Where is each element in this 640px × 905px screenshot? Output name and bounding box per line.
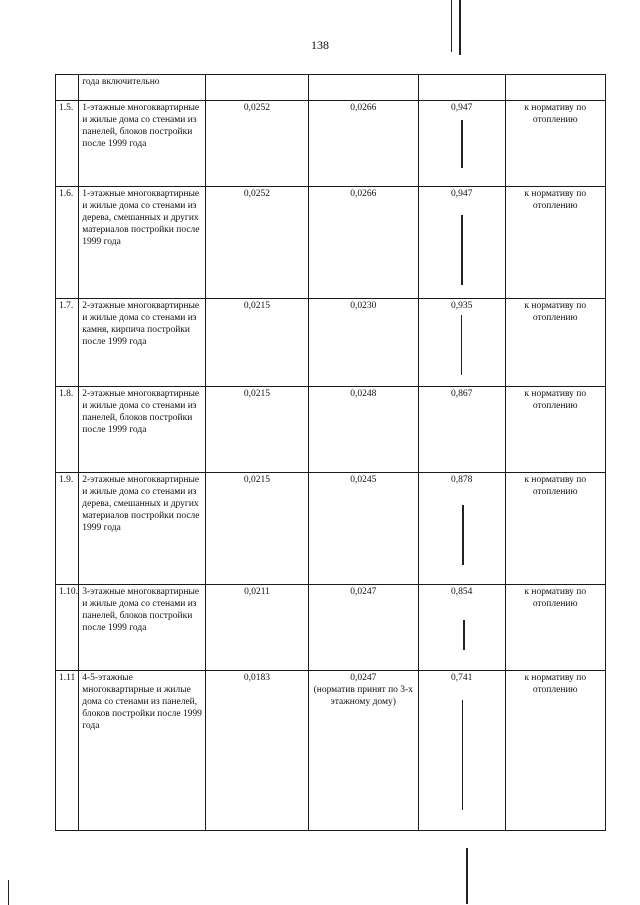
row-number: 1.9. bbox=[56, 473, 79, 585]
building-type: 2-этажные многоквартирные и жилые дома со стенами из панелей, блоков постройки после 1999 года bbox=[79, 387, 206, 473]
header-continuation-text: года включительно bbox=[79, 75, 206, 101]
application-note: к нормативу по отоплению bbox=[505, 187, 606, 299]
building-type: 2-этажные многоквартирные и жилые дома со стенами из дерева, смешанных и других материалов постройки после 1999 года bbox=[79, 473, 206, 585]
row-number: 1.5. bbox=[56, 101, 79, 187]
scan-artifact bbox=[459, 0, 461, 55]
building-type: 2-этажные многоквартирные и жилые дома со стенами из камня, кирпича постройки после 1999 года bbox=[79, 299, 206, 387]
value-2: 0,0247 (норматив принят по 3-х этажному дому) bbox=[308, 671, 418, 831]
value-2: 0,0230 bbox=[308, 299, 418, 387]
table-row bbox=[56, 187, 606, 299]
value-2-note: (норматив принят по 3-х этажному дому) bbox=[313, 685, 413, 707]
scan-artifact bbox=[8, 880, 9, 905]
row-number: 1.6. bbox=[56, 187, 79, 299]
value-3: 0,935 bbox=[418, 299, 505, 387]
value-1: 0,0215 bbox=[206, 299, 309, 387]
building-type: 1-этажные многоквартирные и жилые дома со стенами из панелей, блоков постройки после 1999 года bbox=[79, 101, 206, 187]
value-3: 0,947 bbox=[418, 187, 505, 299]
norms-table bbox=[55, 74, 606, 831]
building-type: 4-5-этажные многоквартирные и жилые дома со стенами из панелей, блоков постройки после 1999 года bbox=[79, 671, 206, 831]
value-1: 0,0252 bbox=[206, 187, 309, 299]
table-row bbox=[56, 671, 606, 831]
scan-artifact bbox=[466, 848, 468, 904]
value-1: 0,0215 bbox=[206, 473, 309, 585]
value-3: 0,947 bbox=[418, 101, 505, 187]
building-type: 1-этажные многоквартирные и жилые дома со стенами из дерева, смешанных и других материалов постройки после 1999 года bbox=[79, 187, 206, 299]
row-number: 1.7. bbox=[56, 299, 79, 387]
value-1: 0,0215 bbox=[206, 387, 309, 473]
value-3: 0,867 bbox=[418, 387, 505, 473]
application-note: к нормативу по отоплению bbox=[505, 473, 606, 585]
row-number: 1.8. bbox=[56, 387, 79, 473]
value-1: 0,0252 bbox=[206, 101, 309, 187]
value-2: 0,0266 bbox=[308, 187, 418, 299]
table-row bbox=[56, 299, 606, 387]
page-number: 138 bbox=[311, 38, 329, 52]
value-3: 0,854 bbox=[418, 585, 505, 671]
table-row bbox=[56, 473, 606, 585]
application-note: к нормативу по отоплению bbox=[505, 671, 606, 831]
application-note: к нормативу по отоплению bbox=[505, 299, 606, 387]
table-row-header-continuation bbox=[56, 75, 606, 101]
application-note: к нормативу по отоплению bbox=[505, 101, 606, 187]
row-number: 1.10. bbox=[56, 585, 79, 671]
table-row bbox=[56, 101, 606, 187]
scan-artifact bbox=[451, 0, 452, 52]
value-3: 0,878 bbox=[418, 473, 505, 585]
table-row bbox=[56, 585, 606, 671]
application-note: к нормативу по отоплению bbox=[505, 387, 606, 473]
table-row bbox=[56, 387, 606, 473]
value-1: 0,0183 bbox=[206, 671, 309, 831]
row-number: 1.11 bbox=[56, 671, 79, 831]
value-2: 0,0248 bbox=[308, 387, 418, 473]
value-2: 0,0247 bbox=[308, 585, 418, 671]
value-3: 0,741 bbox=[418, 671, 505, 831]
value-2: 0,0266 bbox=[308, 101, 418, 187]
application-note: к нормативу по отоплению bbox=[505, 585, 606, 671]
value-1: 0,0211 bbox=[206, 585, 309, 671]
building-type: 3-этажные многоквартирные и жилые дома со стенами из панелей, блоков постройки после 1999 года bbox=[79, 585, 206, 671]
value-2: 0,0245 bbox=[308, 473, 418, 585]
